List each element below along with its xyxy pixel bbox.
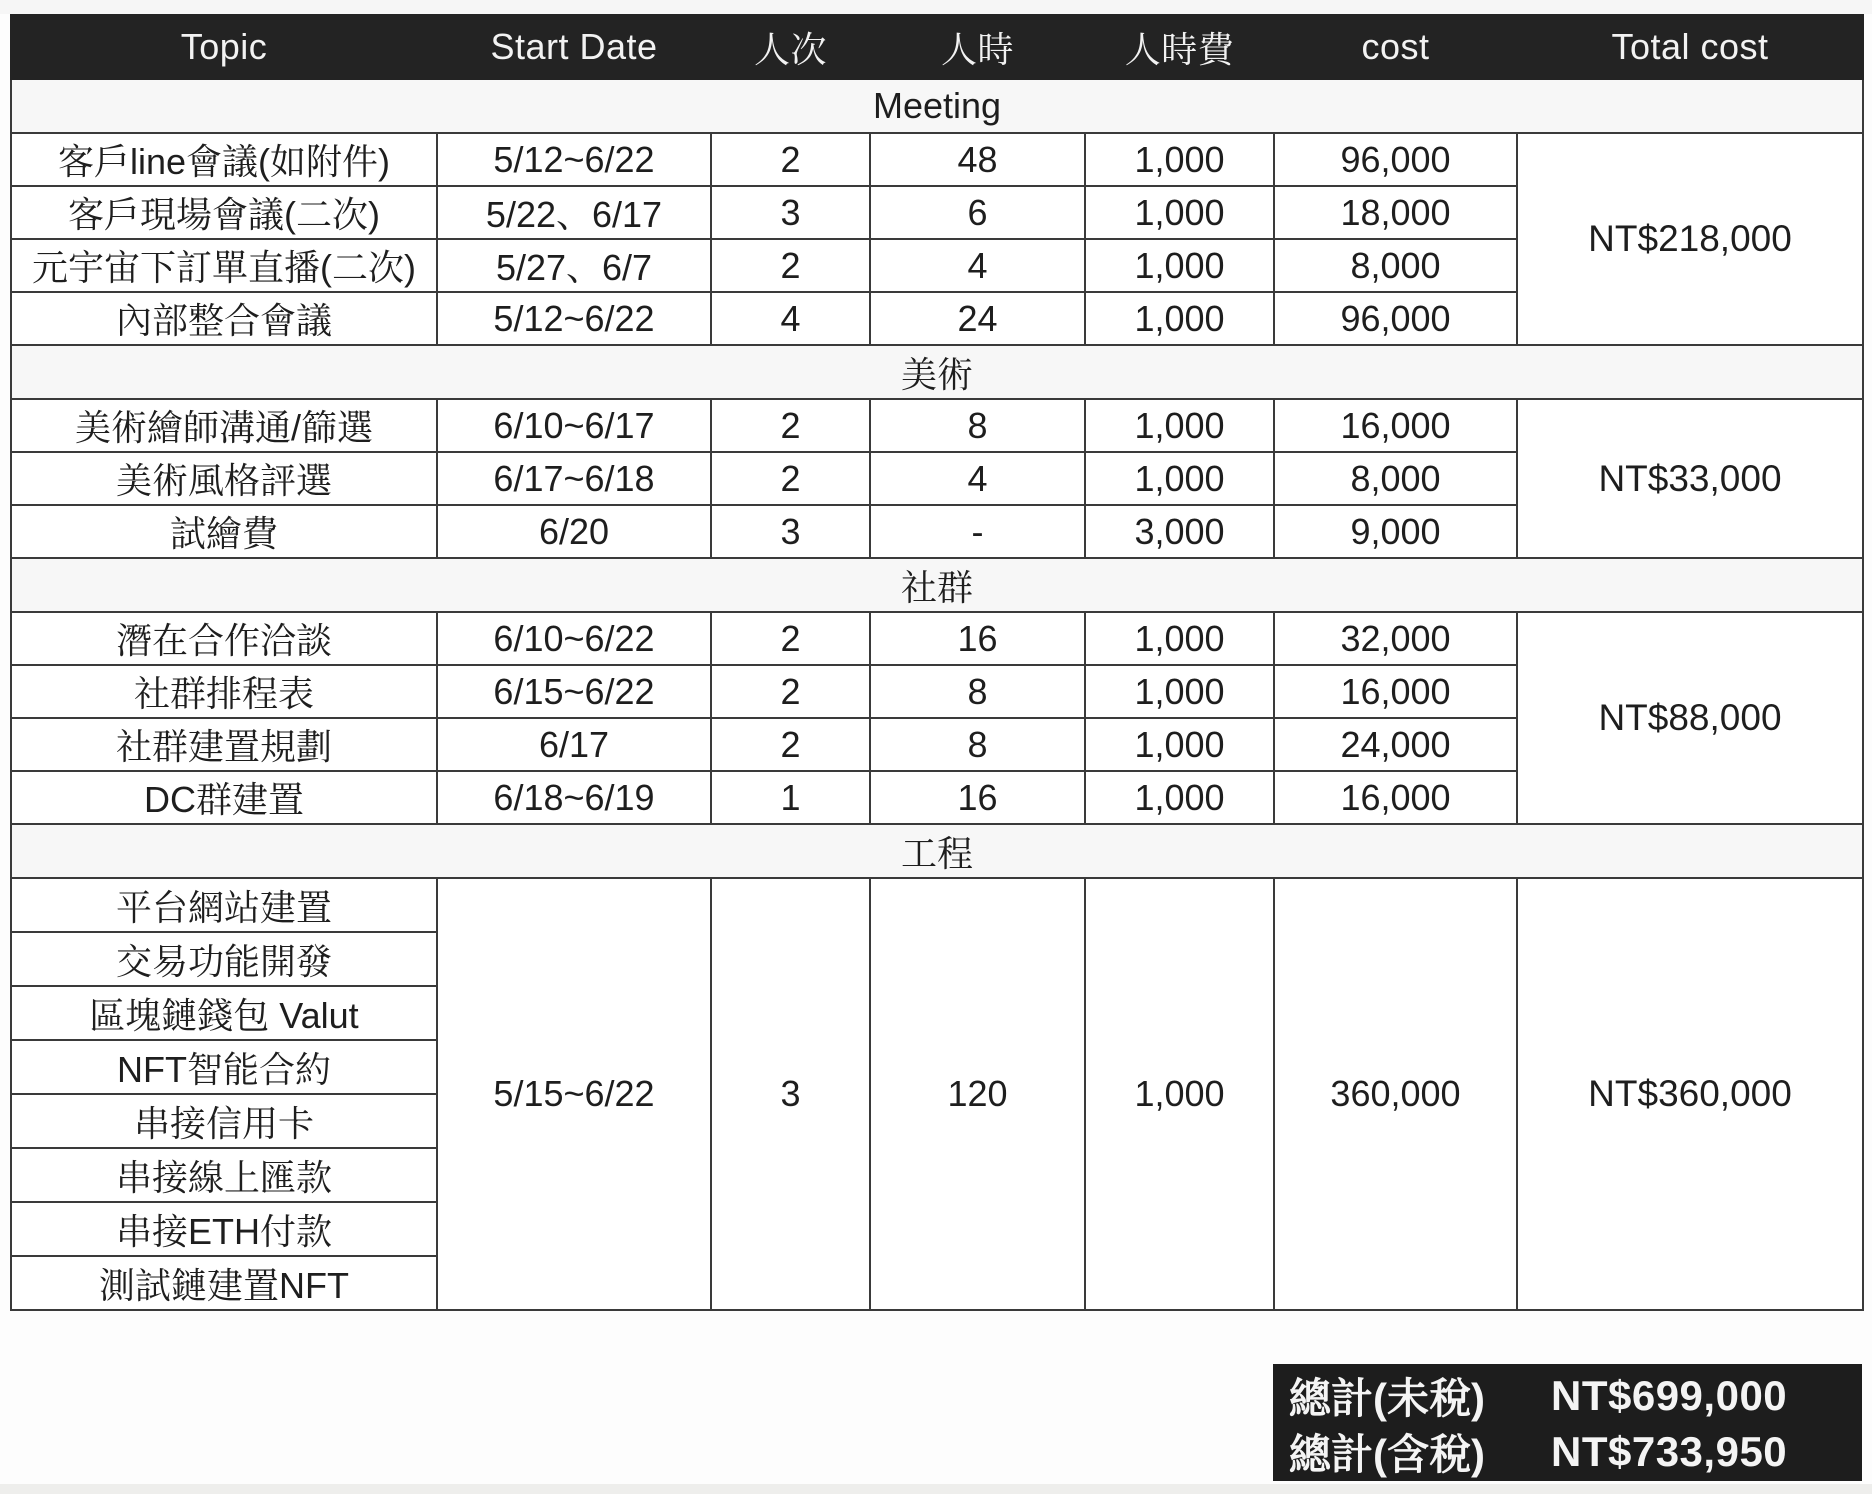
header-row [11,15,1863,79]
people-cell: 2 [711,612,870,665]
rate-cell: 1,000 [1085,878,1274,1310]
top-margin [0,0,1872,14]
hours-cell: 8 [870,665,1085,718]
people-cell: 4 [711,292,870,345]
cost-cell: 16,000 [1274,399,1517,452]
with-tax-total-row [1289,1424,1862,1480]
with-tax-label: 總計(含稅) [1289,1431,1485,1478]
date-cell: 5/12~6/22 [437,292,711,345]
topic-cell: 平台網站建置 [11,878,437,932]
cost-cell: 8,000 [1274,239,1517,292]
date-cell: 5/22、6/17 [437,186,711,239]
people-cell: 3 [711,505,870,558]
rate-cell: 1,000 [1085,718,1274,771]
people-cell: 3 [711,878,870,1310]
hours-cell: 8 [870,718,1085,771]
header-cost: cost [1274,15,1517,79]
topic-cell: 測試鏈建置NFT [11,1256,437,1310]
topic-cell: 元宇宙下訂單直播(二次) [11,239,437,292]
date-cell: 5/15~6/22 [437,878,711,1310]
rate-cell: 1,000 [1085,133,1274,186]
date-cell: 6/15~6/22 [437,665,711,718]
topic-cell: 內部整合會議 [11,292,437,345]
topic-cell: 美術風格評選 [11,452,437,505]
date-cell: 5/27、6/7 [437,239,711,292]
topic-cell: 客戶現場會議(二次) [11,186,437,239]
table-row [11,878,1863,932]
hours-cell: 16 [870,612,1085,665]
hours-cell: 6 [870,186,1085,239]
with-tax-value: NT$733,950 [1551,1428,1788,1475]
table-row [11,612,1863,665]
date-cell: 6/10~6/17 [437,399,711,452]
date-cell: 6/17~6/18 [437,452,711,505]
group-total-cell: NT$360,000 [1517,878,1863,1310]
rate-cell: 1,000 [1085,292,1274,345]
group-total-cell: NT$88,000 [1517,612,1863,824]
pre-tax-value: NT$699,000 [1551,1372,1788,1419]
section-title: 工程 [11,824,1863,878]
people-cell: 2 [711,718,870,771]
rate-cell: 1,000 [1085,186,1274,239]
rate-cell: 1,000 [1085,612,1274,665]
hours-cell: - [870,505,1085,558]
hours-cell: 4 [870,239,1085,292]
rate-cell: 1,000 [1085,399,1274,452]
hours-cell: 48 [870,133,1085,186]
people-cell: 2 [711,133,870,186]
cost-cell: 96,000 [1274,292,1517,345]
section-title: Meeting [11,79,1863,133]
date-cell: 6/18~6/19 [437,771,711,824]
header-hourly-rate: 人時費 [1085,15,1274,79]
group-total-cell: NT$33,000 [1517,399,1863,558]
topic-cell: 美術繪師溝通/篩選 [11,399,437,452]
topic-cell: DC群建置 [11,771,437,824]
rate-cell: 1,000 [1085,771,1274,824]
hours-cell: 8 [870,399,1085,452]
cost-cell: 8,000 [1274,452,1517,505]
topic-cell: 社群建置規劃 [11,718,437,771]
header-hours: 人時 [870,15,1085,79]
people-cell: 3 [711,186,870,239]
section-row-community [11,558,1863,612]
pre-tax-total-row [1289,1368,1862,1424]
rate-cell: 3,000 [1085,505,1274,558]
header-start-date: Start Date [437,15,711,79]
topic-cell: 潛在合作洽談 [11,612,437,665]
topic-cell: 串接信用卡 [11,1094,437,1148]
cost-cell: 32,000 [1274,612,1517,665]
cost-cell: 24,000 [1274,718,1517,771]
section-title: 社群 [11,558,1863,612]
people-cell: 2 [711,239,870,292]
table-row [11,399,1863,452]
grand-total-box [1273,1364,1862,1481]
section-title: 美術 [11,345,1863,399]
header-people: 人次 [711,15,870,79]
section-row-art [11,345,1863,399]
topic-cell: NFT智能合約 [11,1040,437,1094]
topic-cell: 串接ETH付款 [11,1202,437,1256]
people-cell: 2 [711,399,870,452]
date-cell: 5/12~6/22 [437,133,711,186]
rate-cell: 1,000 [1085,239,1274,292]
group-total-cell: NT$218,000 [1517,133,1863,345]
cost-cell: 16,000 [1274,665,1517,718]
topic-cell: 串接線上匯款 [11,1148,437,1202]
bottom-margin [0,1484,1872,1494]
rate-cell: 1,000 [1085,665,1274,718]
pre-tax-label: 總計(未稅) [1289,1375,1485,1422]
topic-cell: 社群排程表 [11,665,437,718]
section-row-meeting [11,79,1863,133]
topic-cell: 交易功能開發 [11,932,437,986]
table-row [11,133,1863,186]
header-topic: Topic [11,15,437,79]
cost-cell: 18,000 [1274,186,1517,239]
header-total-cost: Total cost [1517,15,1863,79]
section-row-engineering [11,824,1863,878]
cost-cell: 16,000 [1274,771,1517,824]
hours-cell: 4 [870,452,1085,505]
date-cell: 6/10~6/22 [437,612,711,665]
cost-cell: 360,000 [1274,878,1517,1310]
hours-cell: 24 [870,292,1085,345]
rate-cell: 1,000 [1085,452,1274,505]
date-cell: 6/20 [437,505,711,558]
date-cell: 6/17 [437,718,711,771]
quotation-sheet [10,14,1862,1311]
cost-cell: 96,000 [1274,133,1517,186]
hours-cell: 16 [870,771,1085,824]
topic-cell: 試繪費 [11,505,437,558]
hours-cell: 120 [870,878,1085,1310]
cost-cell: 9,000 [1274,505,1517,558]
cost-table [10,14,1864,1311]
people-cell: 2 [711,665,870,718]
people-cell: 2 [711,452,870,505]
topic-cell: 區塊鏈錢包 Valut [11,986,437,1040]
people-cell: 1 [711,771,870,824]
topic-cell: 客戶line會議(如附件) [11,133,437,186]
